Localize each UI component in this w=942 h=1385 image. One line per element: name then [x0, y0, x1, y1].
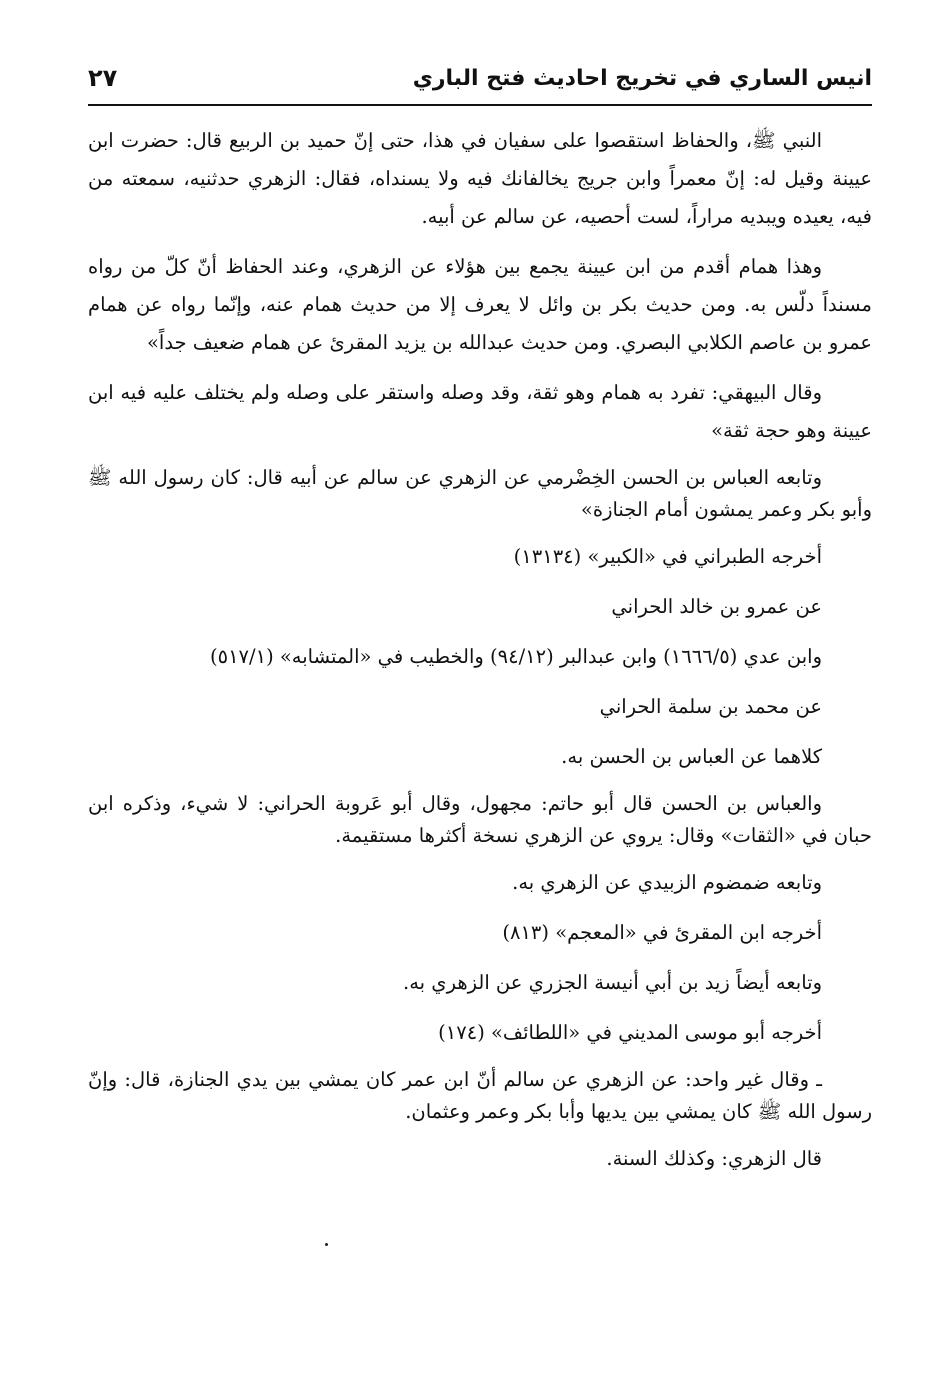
paragraph-1: النبي ﷺ، والحفاظ استقصوا على سفيان في هذا، حتى إنّ حميد بن الربيع قال: حضرت ابن عيينة وقيل له: إنّ معمراً وابن جريج يخالفانك فيه ولا يسنداه، فقال: الزهري حدثنيه، سمعته من فيه، يعيده ويبديه مراراً، لست أحصيه، عن سالم عن أبيه.	[88, 129, 872, 228]
paragraph-4: وتابعه العباس بن الحسن الخِضْرمي عن الزهري عن سالم عن أبيه قال: كان رسول الله ﷺ وأبو بكر وعمر يمشون أمام الجنازة»	[88, 466, 872, 521]
paragraph-2: وهذا همام أقدم من ابن عيينة يجمع بين هؤلاء عن الزهري، وعند الحفاظ أنّ كلّ من رواه مسنداً دلّس به. ومن حديث بكر بن وائل لا يعرف إلا من حديث همام عنه، وإنّما رواه عن همام عمرو بن عاصم الكلابي البصري. ومن حديث عبدالله بن يزيد المقرئ عن همام ضعيف جداً»	[88, 255, 872, 354]
paragraph-10: والعباس بن الحسن قال أبو حاتم: مجهول، وقال أبو عَروبة الحراني: لا شيء، وذكره ابن حبان في «الثقات» وقال: يروي عن الزهري نسخة أكثرها مستقيمة.	[88, 792, 872, 847]
header-rule	[88, 104, 872, 106]
paragraph-5: أخرجه الطبراني في «الكبير» (١٣١٣٤)	[513, 545, 822, 568]
paragraph-11: وتابعه ضمضوم الزبيدي عن الزهري به.	[512, 871, 822, 894]
running-header	[88, 62, 872, 102]
paragraph-13: وتابعه أيضاً زيد بن أبي أنيسة الجزري عن الزهري به.	[403, 971, 822, 994]
paragraph-7: وابن عدي (١٦٦٦/٥) وابن عبدالبر (٩٤/١٢) والخطيب في «المتشابه» (٥١٧/١)	[209, 645, 822, 668]
ink-dot	[325, 1243, 328, 1246]
paragraph-3: وقال البيهقي: تفرد به همام وهو ثقة، وقد وصله واستقر على وصله ولم يختلف عليه فيه ابن عيينة وهو حجة ثقة»	[88, 381, 872, 442]
book-title: انيس الساري في تخريج احاديث فتح الباري	[412, 66, 872, 91]
paragraph-6: عن عمرو بن خالد الحراني	[611, 595, 822, 618]
paragraph-9: كلاهما عن العباس بن الحسن به.	[561, 745, 822, 768]
paragraph-12: أخرجه ابن المقرئ في «المعجم» (٨١٣)	[502, 921, 822, 944]
paragraph-14: أخرجه أبو موسى المديني في «اللطائف» (١٧٤)	[438, 1021, 822, 1044]
page-number: ٢٧	[88, 64, 118, 92]
paragraph-15: ـ وقال غير واحد: عن الزهري عن سالم أنّ ابن عمر كان يمشي بين يدي الجنازة، قال: وإنّ رسول الله ﷺ كان يمشي بين يديها وأبا بكر وعمر وعثمان.	[88, 1068, 872, 1123]
paragraph-16: قال الزهري: وكذلك السنة.	[606, 1147, 822, 1170]
main-text	[88, 122, 872, 1190]
paragraph-8: عن محمد بن سلمة الحراني	[599, 695, 822, 718]
